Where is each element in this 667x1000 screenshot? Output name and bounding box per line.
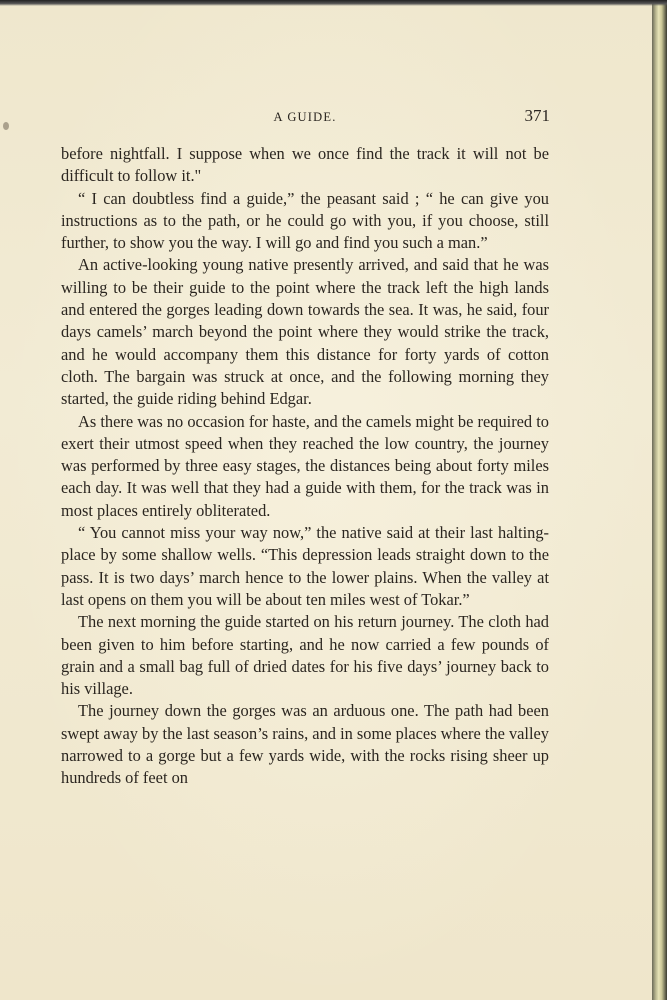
chapter-title: A GUIDE. <box>273 110 337 124</box>
paragraph: before nightfall. I suppose when we once find the track it will not be difficult to follow it." <box>61 144 549 186</box>
paragraph: The journey down the gorges was an arduous one. The path had been swept away by the last season’s rains, and in some places where the valley narrowed to a gorge but a few yards wide, with the rocks rising sheer up hundreds of feet on <box>61 701 549 788</box>
paragraph: “ You cannot miss your way now,” the native said at their last halting-place by some shallow wells. “This depression leads straight down to the pass. It is two days’ march hence to the lower plains. When the valley at last opens on them you will be about ten miles west of Tokar.” <box>61 523 549 609</box>
paragraph: An active-looking young native presently arrived, and said that he was willing to be their guide to the point where the track left the high lands and entered the gorges leading down towards the sea. It was, he said, four days camels’ march beyond the point where they would strike the track, and he would accompany them this distance for forty yards of cotton cloth. The bargain was struck at once, and the following morning they started, the guide riding behind Edgar. <box>61 255 549 409</box>
page-number: 371 <box>524 106 550 125</box>
paragraph: As there was no occasion for haste, and the camels might be required to exert their utmost speed when they reached the low country, the journey was performed by three easy stages, the distances being about forty miles each day. It was well that they had a guide with them, for the track was in most places entirely obliterated. <box>61 411 549 520</box>
paragraph: The next morning the guide started on his return journey. The cloth had been given to him before starting, and he now carried a few pounds of grain and a small bag full of dried dates for his five days’ journey back to his village. <box>61 612 549 699</box>
body-text <box>61 143 549 790</box>
running-head <box>60 106 550 128</box>
scan-border <box>0 0 667 6</box>
page-blemish <box>3 122 9 130</box>
paragraph: “ I can doubtless find a guide,” the peasant said ; “ he can give you instructions as to the path, or he could go with you, if you choose, still further, to show you the way. I will go and find you such a man.” <box>61 188 549 253</box>
page-edge <box>652 0 667 1000</box>
